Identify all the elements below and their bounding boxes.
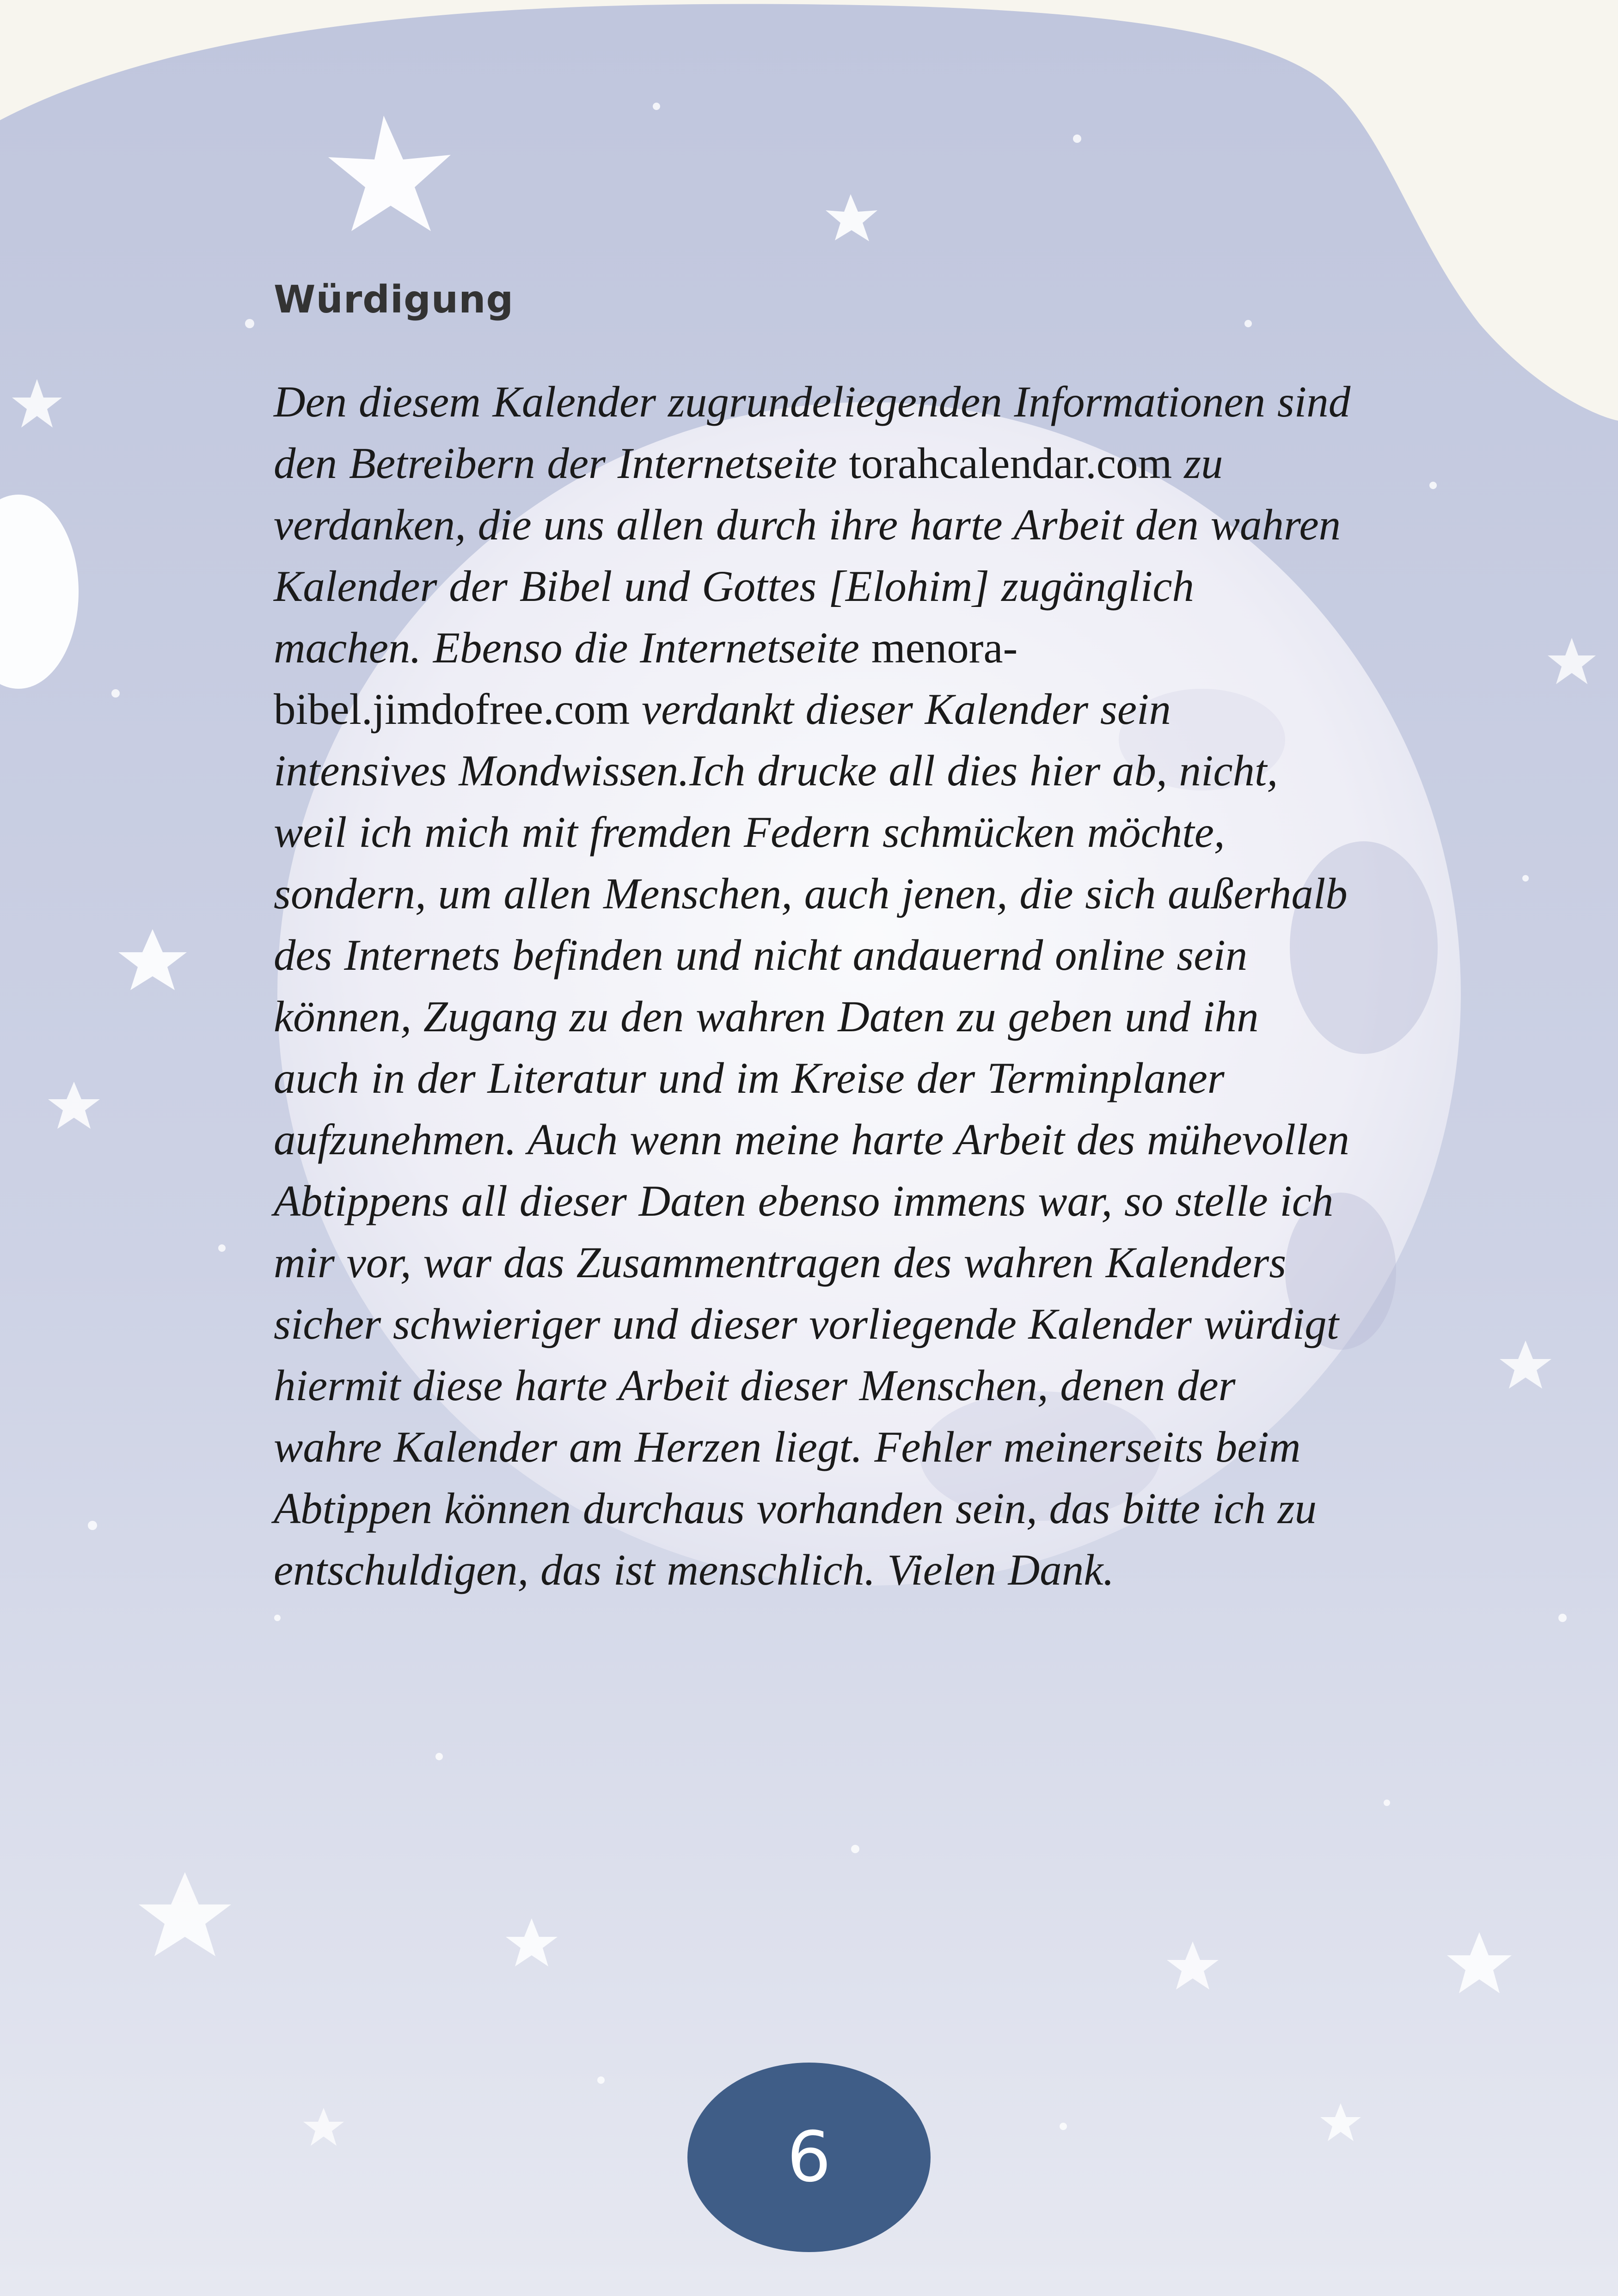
website-name: menora-bibel.jimdofree.com — [274, 623, 1018, 734]
page-content — [274, 277, 1351, 1601]
page-number: 6 — [787, 2117, 831, 2198]
text-segment: verdankt dieser Kalender sein intensives Mondwissen.Ich drucke all dies hier ab, nicht, weil ich mich mit fremden Federn schmücken möchte, sondern, um allen Menschen, auch jenen, die sich außerhalb des Internets befinden und nicht andauernd online sein können, Zugang zu den wahren Daten zu geben und ihn auch in der Literatur und im Kreise der Terminplaner aufzunehmen. Auch wenn meine harte Arbeit des mühevollen Abtippens all dieser Daten ebenso immens war, so stelle ich mir vor, war das Zusammentragen des wahren Kalenders sicher schwieriger und dieser vorliegende Kalender würdigt hiermit diese harte Arbeit dieser Menschen, denen der wahre Kalender am Herzen liegt. Fehler meinerseits beim Abtippen können durchaus vorhanden sein, das bitte ich zu entschuldigen, das ist menschlich. Vielen Dank. — [274, 685, 1349, 1595]
acknowledgement-text — [274, 371, 1351, 1601]
text-segment: Den diesem Kalender zugrundeliegenden Informationen sind den Betreibern der Internetseite — [274, 377, 1351, 488]
text-segment: zu verdanken, die uns allen durch ihre harte Arbeit den wahren Kalender der Bibel und Gottes [Elohim] zugänglich machen. Ebenso die Internetseite — [274, 439, 1341, 673]
website-name: torahcalendar.com — [849, 439, 1172, 488]
page-heading: Würdigung — [274, 278, 514, 322]
page-number-badge — [687, 2063, 931, 2252]
